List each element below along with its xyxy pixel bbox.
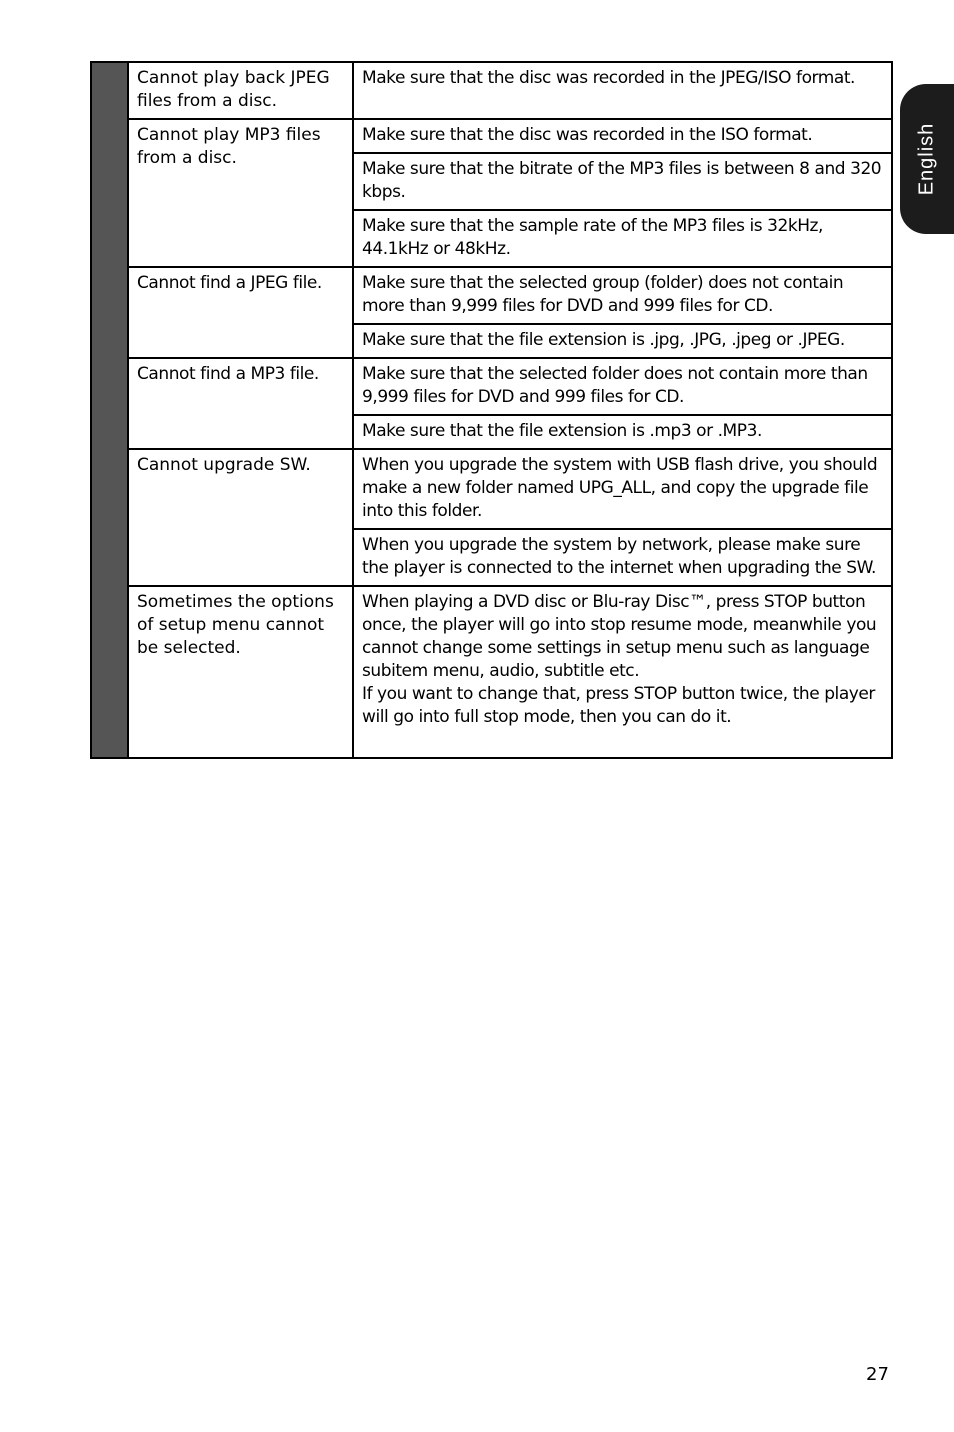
- problem-cell: Cannot play MP3 files from a disc.: [128, 119, 353, 267]
- side-band: [91, 62, 128, 758]
- problem-cell: Cannot find a MP3 file.: [128, 358, 353, 449]
- solution-cell: Make sure that the bitrate of the MP3 files is between 8 and 320 kbps.: [353, 153, 892, 210]
- problem-cell: Sometimes the options of setup menu cannot be selected.: [128, 586, 353, 758]
- table-row: [91, 586, 892, 758]
- solution-cell: Make sure that the disc was recorded in the JPEG/ISO format.: [353, 62, 892, 119]
- solution-cell: When you upgrade the system with USB flash drive, you should make a new folder named UPG_ALL, and copy the upgrade file into this folder.: [353, 449, 892, 529]
- solution-cell: Make sure that the disc was recorded in the ISO format.: [353, 119, 892, 153]
- troubleshooting-table: [90, 61, 893, 759]
- table-row: [91, 119, 892, 153]
- solution-cell: Make sure that the sample rate of the MP3 files is 32kHz, 44.1kHz or 48kHz.: [353, 210, 892, 267]
- table-row: [91, 449, 892, 529]
- solution-cell: When playing a DVD disc or Blu-ray Disc™, press STOP button once, the player will go into stop resume mode, meanwhile you cannot change some settings in setup menu such as language subitem menu, audio, subtitle etc. If you want to change that, press STOP button twice, the player will go into full stop mode, then you can do it.: [353, 586, 892, 758]
- language-tab: [900, 84, 954, 234]
- table-row: [91, 358, 892, 415]
- problem-cell: Cannot upgrade SW.: [128, 449, 353, 586]
- solution-cell: Make sure that the selected group (folder) does not contain more than 9,999 files for DVD and 999 files for CD.: [353, 267, 892, 324]
- language-tab-label: English: [915, 122, 938, 196]
- solution-cell: Make sure that the file extension is .jpg, .JPG, .jpeg or .JPEG.: [353, 324, 892, 358]
- page-number: 27: [866, 1364, 889, 1385]
- table-row: [91, 267, 892, 324]
- solution-cell: Make sure that the selected folder does not contain more than 9,999 files for DVD and 999 files for CD.: [353, 358, 892, 415]
- table-row: [91, 62, 892, 119]
- problem-cell: Cannot play back JPEG files from a disc.: [128, 62, 353, 119]
- solution-cell: Make sure that the file extension is .mp3 or .MP3.: [353, 415, 892, 449]
- solution-cell: When you upgrade the system by network, please make sure the player is connected to the internet when upgrading the SW.: [353, 529, 892, 586]
- problem-cell: Cannot find a JPEG file.: [128, 267, 353, 358]
